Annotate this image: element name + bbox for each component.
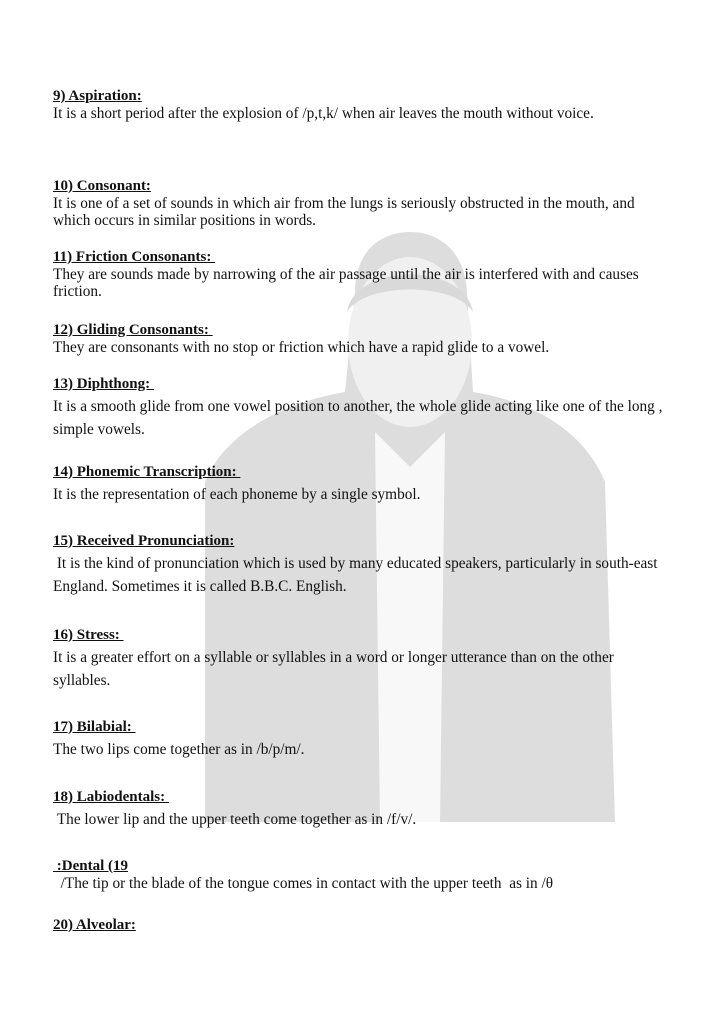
entry-heading: :Dental (19 — [53, 858, 128, 874]
entry-heading: 14) Phonemic Transcription: — [53, 464, 241, 480]
entry-heading: 13) Diphthong: — [53, 376, 154, 392]
entry-stress — [53, 627, 673, 692]
entry-heading: 12) Gliding Consonants: — [53, 322, 213, 338]
entry-heading: 9) Aspiration: — [53, 88, 142, 104]
entry-diphthong — [53, 376, 673, 441]
entry-definition: /The tip or the blade of the tongue comes in contact with the upper teeth as in /θ — [53, 875, 554, 892]
entry-definition: They are consonants with no stop or friction which have a rapid glide to a vowel. — [53, 339, 550, 356]
entry-heading: 10) Consonant: — [53, 178, 151, 194]
entry-alveolar — [53, 917, 673, 934]
entry-definition: It is the kind of pronunciation which is used by many educated speakers, particularly in south-east England. Sometimes it is called B.B.C. English. — [53, 555, 662, 595]
entry-heading: 11) Friction Consonants: — [53, 249, 216, 265]
entry-consonant — [53, 178, 673, 229]
entry-definition: The two lips come together as in /b/p/m/. — [53, 741, 305, 758]
entry-heading: 20) Alveolar: — [53, 917, 136, 933]
entry-definition: It is one of a set of sounds in which air from the lungs is seriously obstructed in the mouth, and which occurs in similar positions in words. — [53, 195, 639, 229]
entry-definition: It is the representation of each phoneme by a single symbol. — [53, 486, 421, 503]
entry-received-pronunciation — [53, 533, 673, 598]
entry-dental — [53, 858, 673, 892]
entry-definition: They are sounds made by narrowing of the air passage until the air is interfered with and causes friction. — [53, 266, 643, 300]
entry-definition: It is a short period after the explosion of /p,t,k/ when air leaves the mouth without voice. — [53, 105, 594, 122]
entry-heading: 16) Stress: — [53, 627, 124, 643]
entry-aspiration — [53, 88, 673, 122]
entry-heading: 17) Bilabial: — [53, 719, 136, 735]
entry-friction-consonants — [53, 249, 673, 300]
entry-definition: It is a smooth glide from one vowel position to another, the whole glide acting like one of the long , simple vowels. — [53, 398, 667, 438]
entry-definition: The lower lip and the upper teeth come together as in /f/v/. — [53, 811, 417, 828]
entry-gliding-consonants — [53, 322, 673, 356]
entry-phonemic-transcription — [53, 464, 673, 506]
entry-heading: 18) Labiodentals: — [53, 789, 169, 805]
entry-heading: 15) Received Pronunciation: — [53, 533, 235, 549]
entry-labiodentals — [53, 789, 673, 831]
entry-bilabial — [53, 719, 673, 761]
entry-definition: It is a greater effort on a syllable or syllables in a word or longer utterance than on the other syllables. — [53, 649, 618, 689]
